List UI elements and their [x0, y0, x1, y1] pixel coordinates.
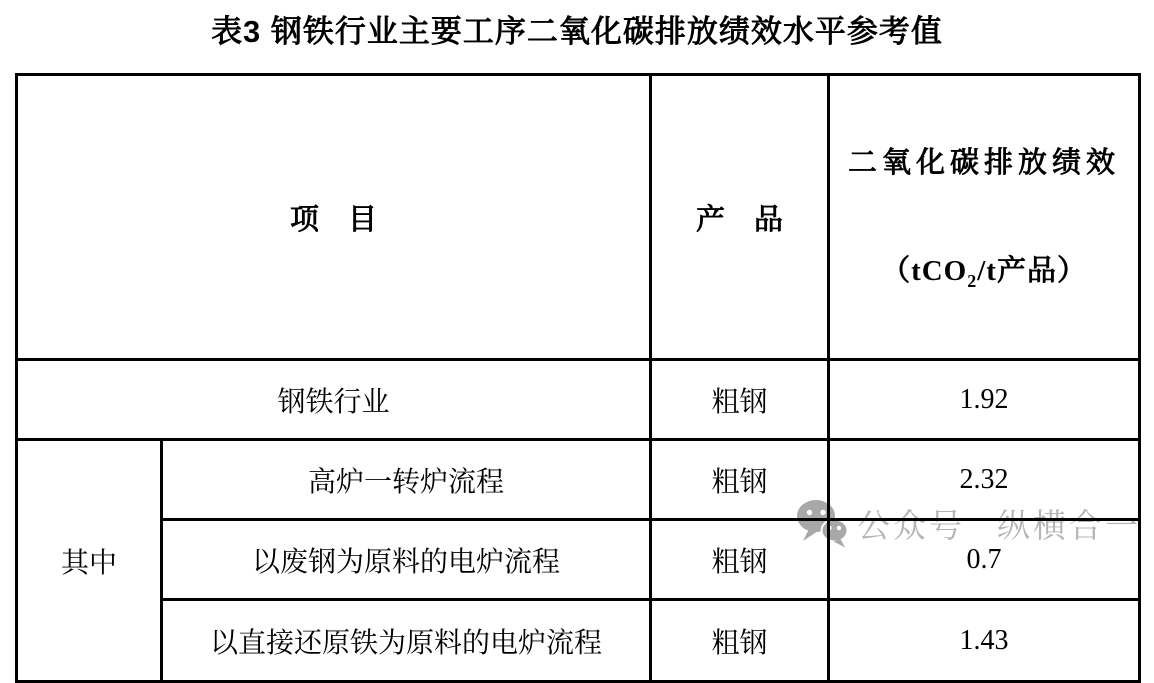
watermark-account-label: 公众号	[857, 506, 965, 544]
cell-value: 0.7	[829, 520, 1140, 600]
cell-value: 1.92	[829, 360, 1140, 440]
cell-product: 粗钢	[651, 600, 829, 682]
unit-subscript: 2	[967, 270, 978, 291]
table-row	[17, 440, 1140, 520]
table-row	[17, 600, 1140, 682]
header-emission-title: 二氧化碳排放绩效	[848, 147, 1121, 179]
cell-value: 2.32	[829, 440, 1140, 520]
cell-item-process: 以废钢为原料的电炉流程	[162, 520, 651, 600]
cell-category: 其中	[17, 440, 162, 682]
cell-item-industry: 钢铁行业	[17, 360, 651, 440]
table-header-row	[17, 75, 1140, 360]
cell-item-process: 以直接还原铁为原料的电炉流程	[162, 600, 651, 682]
watermark-account-name: 纵横合一	[997, 506, 1141, 544]
cell-item-process: 高炉一转炉流程	[162, 440, 651, 520]
unit-suffix: /t产品）	[977, 255, 1087, 288]
cell-product: 粗钢	[651, 440, 829, 520]
unit-prefix: （tCO	[881, 255, 968, 288]
cell-product: 粗钢	[651, 520, 829, 600]
page-title: 表3 钢铁行业主要工序二氧化碳排放绩效水平参考值	[211, 14, 943, 49]
cell-value: 1.43	[829, 600, 1140, 682]
header-cell-product: 产 品	[651, 75, 829, 360]
table-row	[17, 520, 1140, 600]
cell-product: 粗钢	[651, 360, 829, 440]
header-cell-emission	[829, 75, 1140, 360]
emission-reference-table	[15, 73, 1141, 683]
header-emission-unit	[830, 250, 1138, 292]
header-cell-item: 项 目	[17, 75, 651, 360]
table-row	[17, 360, 1140, 440]
